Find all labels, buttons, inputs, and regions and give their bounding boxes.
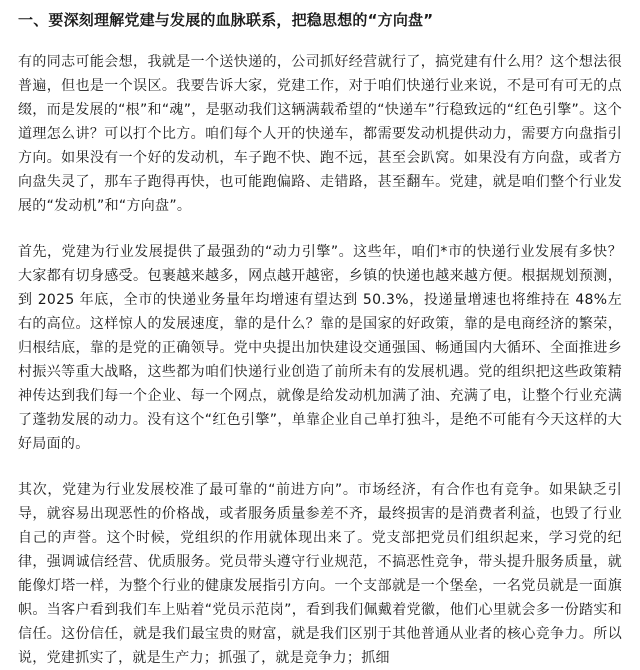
section-heading: 一、要深刻理解党建与发展的血脉联系，把稳思想的“方向盘” bbox=[18, 11, 434, 29]
paragraph-second-point: 其次，党建为行业发展校准了最可靠的“前进方向”。市场经济，有合作也有竞争。如果缺乏引导，就容易出现恶性的价格战，或者服务质量参差不齐，最终损害的是消费者利益，也毁了行业自己的声誉。这个时候，党组织的作用就体现出来了。党支部把党员们组织起来，学习党的纪律，强调诚信经营、优质服务。党员带头遵守行业规范，不搞恶性竞争，带头提升服务质量，就能像灯塔一样，为整个行业的健康发展指引方向。一个支部就是一个堡垒，一名党员就是一面旗帜。当客户看到我们车上贴着“党员示范岗”，看到我们佩戴着党徽，他们心里就会多一份踏实和信任。这份信任，就是我们最宝贵的财富，就是我们区别于其他普通从业者的核心竞争力。所以说，党建抓实了，就是生产力；抓强了，就是竞争力；抓细 bbox=[18, 482, 622, 666]
paragraph-first-point: 首先，党建为行业发展提供了最强劲的“动力引擎”。这些年，咱们*市的快递行业发展有多快？大家都有切身感受。包裹越来越多，网点越开越密，乡镇的快递也越来越方便。根据规划预测，到 2025 年底，全市的快递业务量年均增速有望达到 50.3%，投递量增速也将维持在 48%左右的高位。这样惊人的发展速度，靠的是什么？靠的是国家的好政策，靠的是电商经济的繁荣，归根结底，靠的是党的正确领导。党中央提出加快建设交通强国、畅通国内大循环、全面推进乡村振兴等重大战略，这些都为咱们快递行业创造了前所未有的发展机遇。党的组织把这些政策精神传达到我们每一个企业、每一个网点，就像是给发动机加满了油、充满了电，让整个行业充满了蓬勃发展的动力。没有这个“红色引擎”，单靠企业自己单打独斗，是绝不可能有今天这样的大好局面的。 bbox=[18, 244, 622, 452]
paragraph-intro: 有的同志可能会想，我就是一个送快递的，公司抓好经营就行了，搞党建有什么用？这个想法很普遍，但也是一个误区。我要告诉大家，党建工作，对于咱们快递行业来说，不是可有可无的点缀，而是发展的“根”和“魂”，是驱动我们这辆满载希望的“快递车”行稳致远的“红色引擎”。这个道理怎么讲？可以打个比方。咱们每个人开的快递车，都需要发动机提供动力，需要方向盘指引方向。如果没有一个好的发动机，车子跑不快、跑不远，甚至会趴窝。如果没有方向盘，或者方向盘失灵了，那车子跑得再快，也可能跑偏路、走错路，甚至翻车。党建，就是咱们整个行业发展的“发动机”和“方向盘”。 bbox=[18, 54, 622, 214]
